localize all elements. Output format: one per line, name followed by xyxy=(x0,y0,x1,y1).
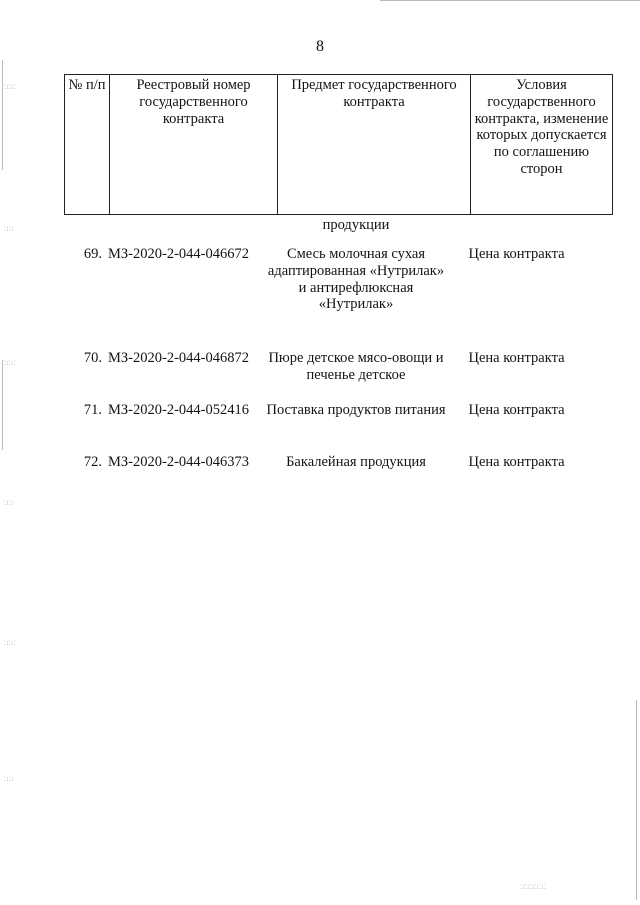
header-registry-number: Реестровый номер государственного контракта xyxy=(110,75,278,215)
scan-edge-mark xyxy=(2,360,3,450)
row-num: 70. xyxy=(83,350,102,366)
row-subject: Бакалейная продукция xyxy=(286,454,426,470)
page-number: 8 xyxy=(316,38,324,55)
scan-noise-mark: ⁚⁝⁚⁝⁚ xyxy=(4,84,17,91)
scan-edge-mark xyxy=(636,700,637,900)
scan-edge-mark xyxy=(2,60,3,170)
header-num: № п/п xyxy=(65,75,110,215)
row-num: 71. xyxy=(83,402,102,418)
scan-noise-mark: ⁚⁝⁚⁝ xyxy=(4,226,14,233)
header-contract-conditions: Условия государственного контракта, изменение которых допускается по соглашению сторон xyxy=(471,75,613,215)
carry-over-text: продукции xyxy=(322,217,390,233)
row-subject: Смесь молочная сухая адаптированная «Нутрилак» и антирефлюксная «Нутрилак» xyxy=(267,246,445,313)
row-registry-number: МЗ-2020-2-044-046872 xyxy=(108,350,249,366)
row-registry-number: МЗ-2020-2-044-046672 xyxy=(108,246,249,262)
row-condition: Цена контракта xyxy=(468,454,565,470)
row-num: 69. xyxy=(83,246,102,262)
scan-noise-mark: ⁚⁝⁚⁝⁚ xyxy=(4,360,17,367)
row-registry-number: МЗ-2020-2-044-052416 xyxy=(108,402,249,418)
row-condition: Цена контракта xyxy=(468,350,565,366)
scan-noise-mark: ⁚⁝⁚⁝⁚ xyxy=(4,640,17,647)
scan-noise-mark: ⁚⁝⁚⁝⁚⁝⁚⁝⁚⁝⁚ xyxy=(520,884,547,891)
scan-edge-mark xyxy=(380,0,640,1)
scan-noise-mark: ⁚⁝⁚⁝ xyxy=(4,500,14,507)
row-subject: Пюре детское мясо-овощи и печенье детское xyxy=(268,350,444,383)
row-condition: Цена контракта xyxy=(468,402,565,418)
row-subject: Поставка продуктов питания xyxy=(266,402,446,418)
row-registry-number: МЗ-2020-2-044-046373 xyxy=(108,454,249,470)
table-header-row xyxy=(65,75,613,215)
row-condition: Цена контракта xyxy=(468,246,565,262)
header-contract-subject: Предмет государственного контракта xyxy=(278,75,471,215)
contracts-table-header xyxy=(64,74,613,215)
row-num: 72. xyxy=(83,454,102,470)
scan-noise-mark: ⁚⁝⁚⁝ xyxy=(4,776,14,783)
